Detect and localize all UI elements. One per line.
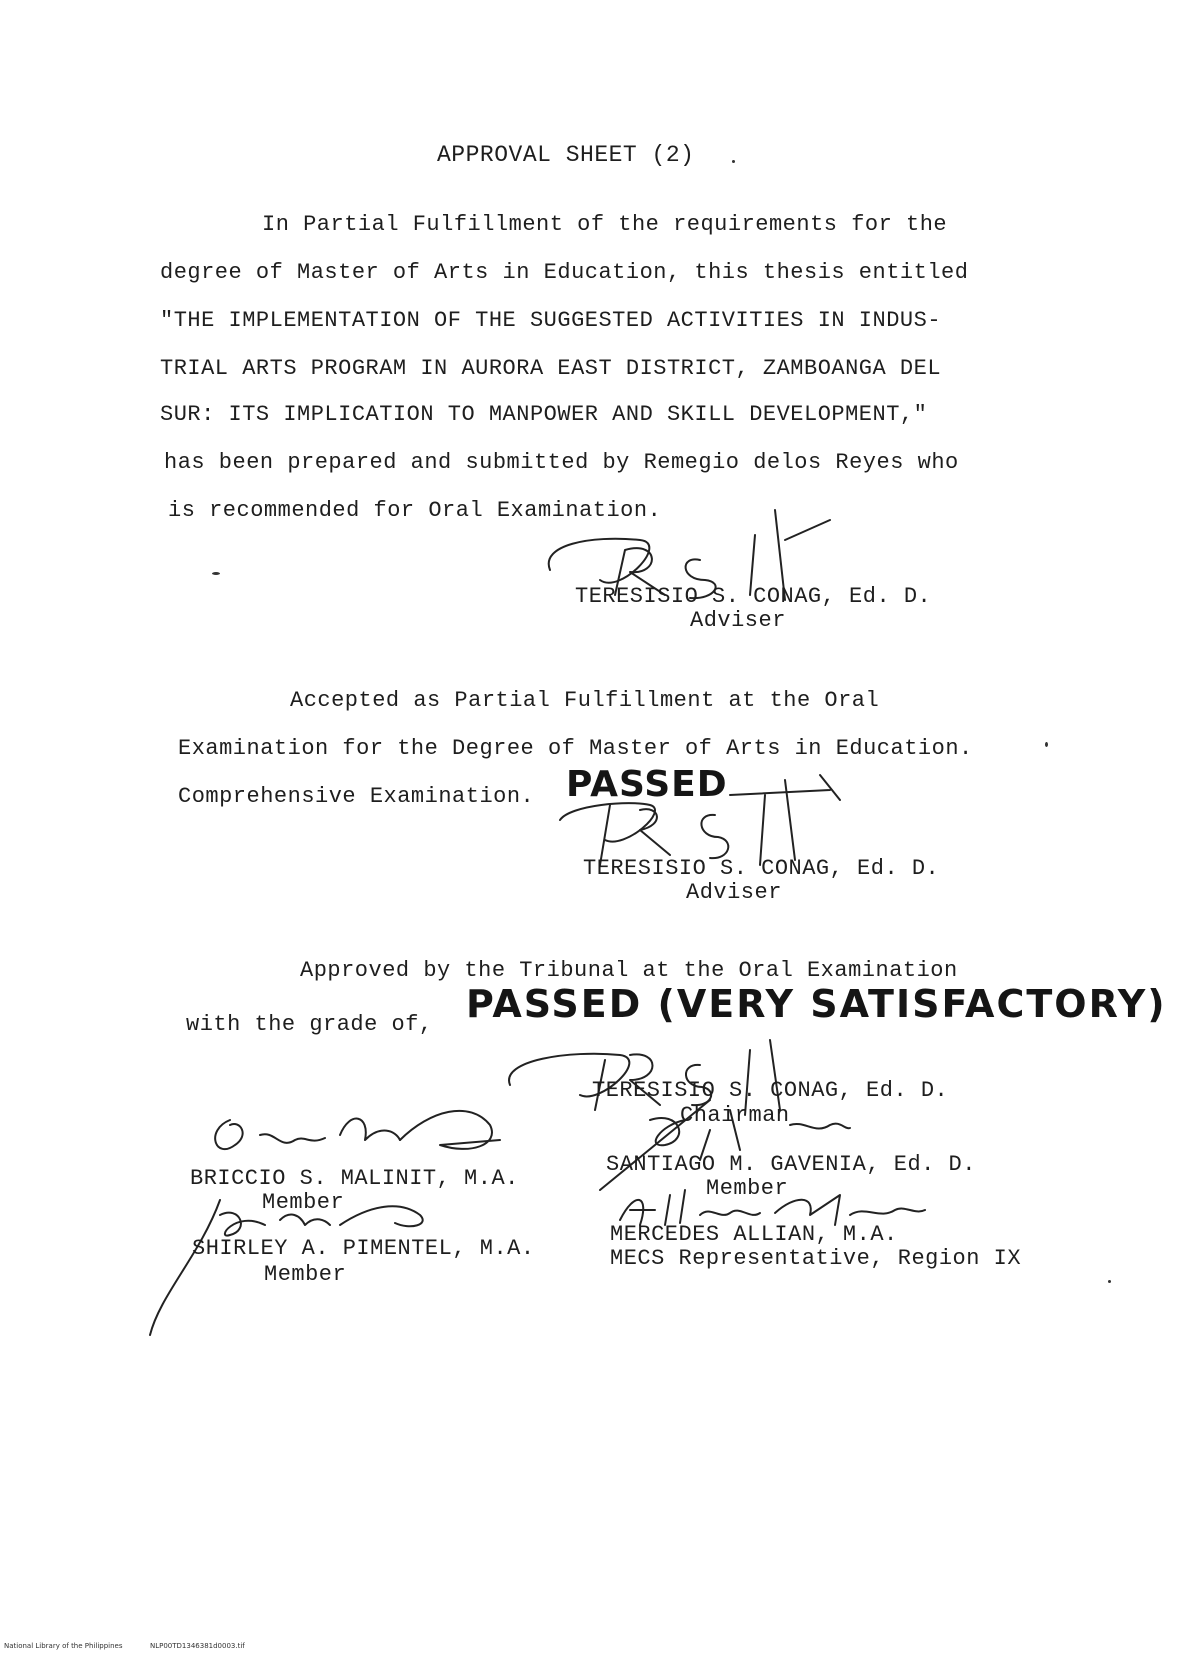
scan-speck	[1045, 742, 1048, 747]
chairman-name: TERESISIO S. CONAG, Ed. D.	[592, 1078, 949, 1103]
intro-line-1: In Partial Fulfillment of the requirements for the	[262, 212, 948, 237]
adviser-role-2: Adviser	[686, 880, 782, 905]
member-name-allian: MERCEDES ALLIAN, M.A.	[610, 1222, 898, 1247]
adviser-name-1: TERESISIO S. CONAG, Ed. D.	[575, 584, 932, 609]
intro-line-7: is recommended for Oral Examination.	[168, 498, 662, 523]
intro-line-2: degree of Master of Arts in Education, this thesis entitled	[160, 260, 969, 285]
footer-file-id: NLP00TD1346381d0003.tif	[150, 1642, 245, 1650]
member-role-pimentel: Member	[264, 1262, 347, 1287]
scan-speck	[732, 160, 735, 163]
scan-speck	[1108, 1280, 1111, 1283]
adviser-name-2: TERESISIO S. CONAG, Ed. D.	[583, 856, 940, 881]
document-title: APPROVAL SHEET (2)	[437, 142, 695, 168]
member-name-pimentel: SHIRLEY A. PIMENTEL, M.A.	[192, 1236, 535, 1261]
comprehensive-passed-stamp: PASSED	[566, 764, 728, 805]
intro-line-5: SUR: ITS IMPLICATION TO MANPOWER AND SKILL DEVELOPMENT,"	[160, 402, 928, 427]
adviser-role-1: Adviser	[690, 608, 786, 633]
scan-speck	[212, 572, 220, 575]
acceptance-line-2: Examination for the Degree of Master of Arts in Education.	[178, 736, 973, 761]
footer-library-label: National Library of the Philippines	[4, 1642, 123, 1650]
member-name-malinit: BRICCIO S. MALINIT, M.A.	[190, 1166, 519, 1191]
acceptance-line-3: Comprehensive Examination.	[178, 784, 535, 809]
member-name-gavenia: SANTIAGO M. GAVENIA, Ed. D.	[606, 1152, 976, 1177]
member-role-malinit: Member	[262, 1190, 345, 1215]
malinit-signature	[200, 1100, 520, 1170]
intro-line-4: TRIAL ARTS PROGRAM IN AURORA EAST DISTRICT, ZAMBOANGA DEL	[160, 356, 942, 381]
final-grade-stamp: PASSED (VERY SATISFACTORY)	[466, 982, 1167, 1026]
chairman-role: Chairman	[680, 1103, 790, 1128]
approval-line-1: Approved by the Tribunal at the Oral Examination	[300, 958, 958, 983]
approval-line-2: with the grade of,	[186, 1012, 433, 1037]
intro-line-3: "THE IMPLEMENTATION OF THE SUGGESTED ACTIVITIES IN INDUS-	[160, 308, 942, 333]
member-role-gavenia: Member	[706, 1176, 789, 1201]
intro-line-6: has been prepared and submitted by Remegio delos Reyes who	[164, 450, 959, 475]
acceptance-line-1: Accepted as Partial Fulfillment at the Oral	[290, 688, 880, 713]
member-role-allian: MECS Representative, Region IX	[610, 1246, 1022, 1271]
